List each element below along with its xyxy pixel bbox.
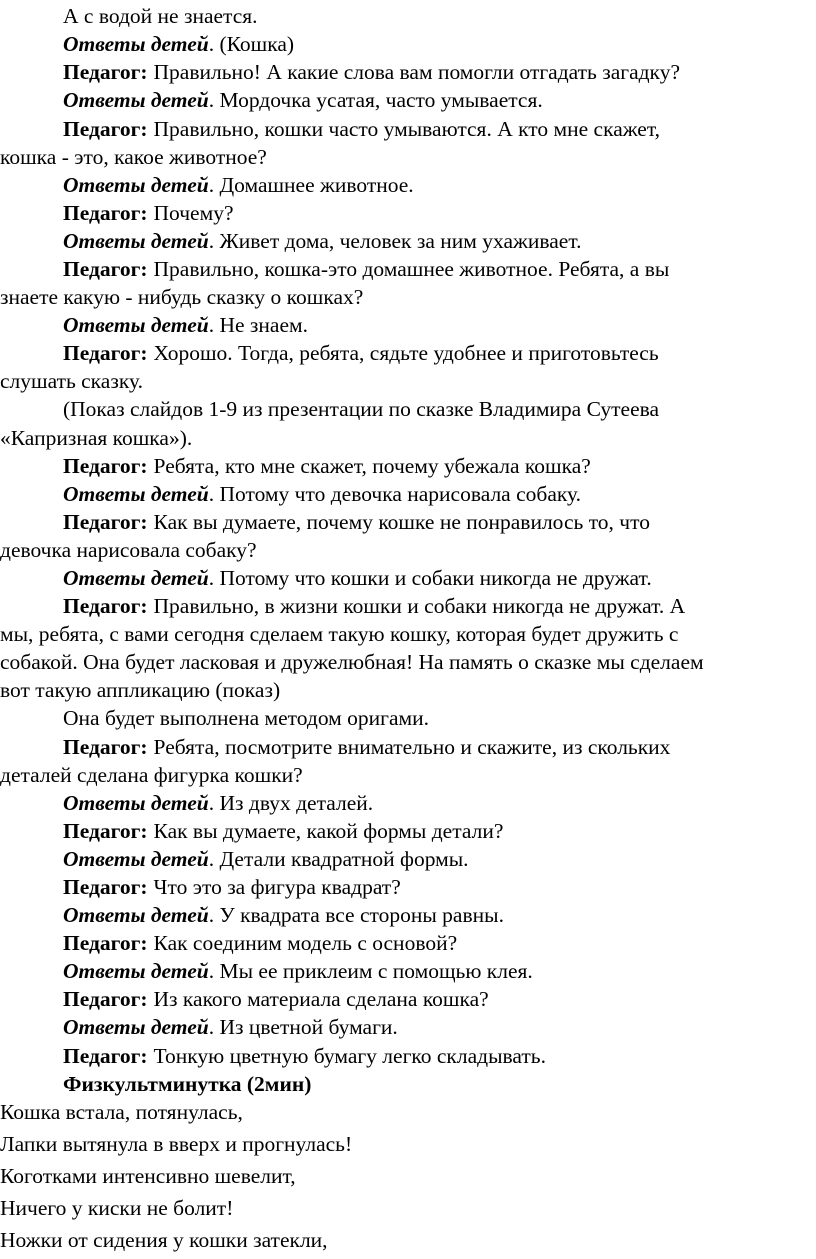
speaker-children: Ответы детей (63, 229, 209, 253)
speaker-children: Ответы детей (63, 959, 209, 983)
speaker-children: Ответы детей (63, 566, 209, 590)
text-line: Она будет выполнена методом оригами. (63, 706, 429, 730)
text-line: А с водой не знается. (63, 4, 258, 28)
speaker-children: Ответы детей (63, 88, 209, 112)
dialogue-line: Ответы детей. Домашнее животное. (63, 173, 414, 197)
dialogue-line: Ответы детей. Мордочка усатая, часто умывается. (63, 88, 543, 112)
speaker-teacher: Педагог: (63, 257, 148, 281)
poem-line: Ножки от сидения у кошки затекли, (0, 1228, 328, 1252)
text-line: знаете какую - нибудь сказку о кошках? (0, 285, 364, 309)
dialogue-line: Педагог: Почему? (63, 201, 234, 225)
speaker-teacher: Педагог: (63, 341, 148, 365)
speaker-children: Ответы детей (63, 847, 209, 871)
speaker-teacher: Педагог: (63, 594, 148, 618)
text-line: вот такую аппликацию (показ) (0, 678, 281, 702)
dialogue-line: Ответы детей. Детали квадратной формы. (63, 847, 469, 871)
dialogue-line: Ответы детей. Из цветной бумаги. (63, 1015, 398, 1039)
dialogue-line: Педагог: Тонкую цветную бумагу легко складывать. (63, 1044, 546, 1068)
text-line: слушать сказку. (0, 369, 143, 393)
dialogue-line: Педагог: Правильно! А какие слова вам помогли отгадать загадку? (63, 60, 680, 84)
dialogue-line: Педагог: Как вы думаете, почему кошке не понравилось то, что (63, 510, 650, 534)
dialogue-line: Педагог: Как соединим модель с основой? (63, 931, 458, 955)
poem-line: Коготками интенсивно шевелит, (0, 1164, 296, 1188)
text-line: мы, ребята, с вами сегодня сделаем такую кошку, которая будет дружить с (0, 622, 679, 646)
speaker-teacher: Педагог: (63, 454, 148, 478)
speaker-children: Ответы детей (63, 313, 209, 337)
dialogue-line: Педагог: Правильно, кошка-это домашнее животное. Ребята, а вы (63, 257, 670, 281)
speaker-teacher: Педагог: (63, 987, 148, 1011)
dialogue-line: Педагог: Как вы думаете, какой формы детали? (63, 819, 504, 843)
poem-line: Ничего у киски не болит! (0, 1196, 234, 1220)
dialogue-line: Педагог: Ребята, посмотрите внимательно и скажите, из скольких (63, 735, 671, 759)
dialogue-line: Педагог: Правильно, в жизни кошки и собаки никогда не дружат. А (63, 594, 686, 618)
poem-line: Лапки вытянула в вверх и прогнулась! (0, 1132, 353, 1156)
dialogue-line: Ответы детей. Живет дома, человек за ним ухаживает. (63, 229, 582, 253)
text-line: (Показ слайдов 1-9 из презентации по сказке Владимира Сутеева (63, 397, 660, 421)
dialogue-line: Ответы детей. Потому что девочка нарисовала собаку. (63, 482, 581, 506)
speaker-children: Ответы детей (63, 32, 209, 56)
speaker-children: Ответы детей (63, 1015, 209, 1039)
dialogue-line: Педагог: Что это за фигура квадрат? (63, 875, 401, 899)
speaker-teacher: Педагог: (63, 1044, 148, 1068)
text-line: собакой. Она будет ласковая и дружелюбная! На память о сказке мы сделаем (0, 650, 704, 674)
speaker-teacher: Педагог: (63, 931, 148, 955)
dialogue-line: Педагог: Из какого материала сделана кошка? (63, 987, 489, 1011)
text-line: «Капризная кошка»). (0, 426, 193, 450)
dialogue-line: Педагог: Хорошо. Тогда, ребята, сядьте удобнее и приготовьтесь (63, 341, 659, 365)
speaker-teacher: Педагог: (63, 117, 148, 141)
dialogue-line: Ответы детей. Из двух деталей. (63, 791, 374, 815)
speaker-teacher: Педагог: (63, 510, 148, 534)
dialogue-line: Ответы детей. Не знаем. (63, 313, 308, 337)
dialogue-line: Педагог: Ребята, кто мне скажет, почему убежала кошка? (63, 454, 591, 478)
dialogue-line: Педагог: Правильно, кошки часто умываются. А кто мне скажет, (63, 117, 661, 141)
poem-line: Кошка встала, потянулась, (0, 1100, 243, 1124)
dialogue-line: Ответы детей. Мы ее приклеим с помощью клея. (63, 959, 533, 983)
speaker-children: Ответы детей (63, 903, 209, 927)
text-line: кошка - это, какое животное? (0, 145, 267, 169)
speaker-teacher: Педагог: (63, 819, 148, 843)
section-heading: Физкультминутка (2мин) (63, 1072, 312, 1096)
dialogue-line: Ответы детей. Потому что кошки и собаки никогда не дружат. (63, 566, 652, 590)
speaker-teacher: Педагог: (63, 201, 148, 225)
dialogue-line: Ответы детей. У квадрата все стороны равны. (63, 903, 504, 927)
speaker-teacher: Педагог: (63, 735, 148, 759)
speaker-children: Ответы детей (63, 482, 209, 506)
speaker-teacher: Педагог: (63, 875, 148, 899)
text-line: деталей сделана фигурка кошки? (0, 763, 303, 787)
speaker-children: Ответы детей (63, 173, 209, 197)
speaker-teacher: Педагог: (63, 60, 148, 84)
speaker-children: Ответы детей (63, 791, 209, 815)
text-line: девочка нарисовала собаку? (0, 538, 257, 562)
dialogue-line: Ответы детей. (Кошка) (63, 32, 295, 56)
